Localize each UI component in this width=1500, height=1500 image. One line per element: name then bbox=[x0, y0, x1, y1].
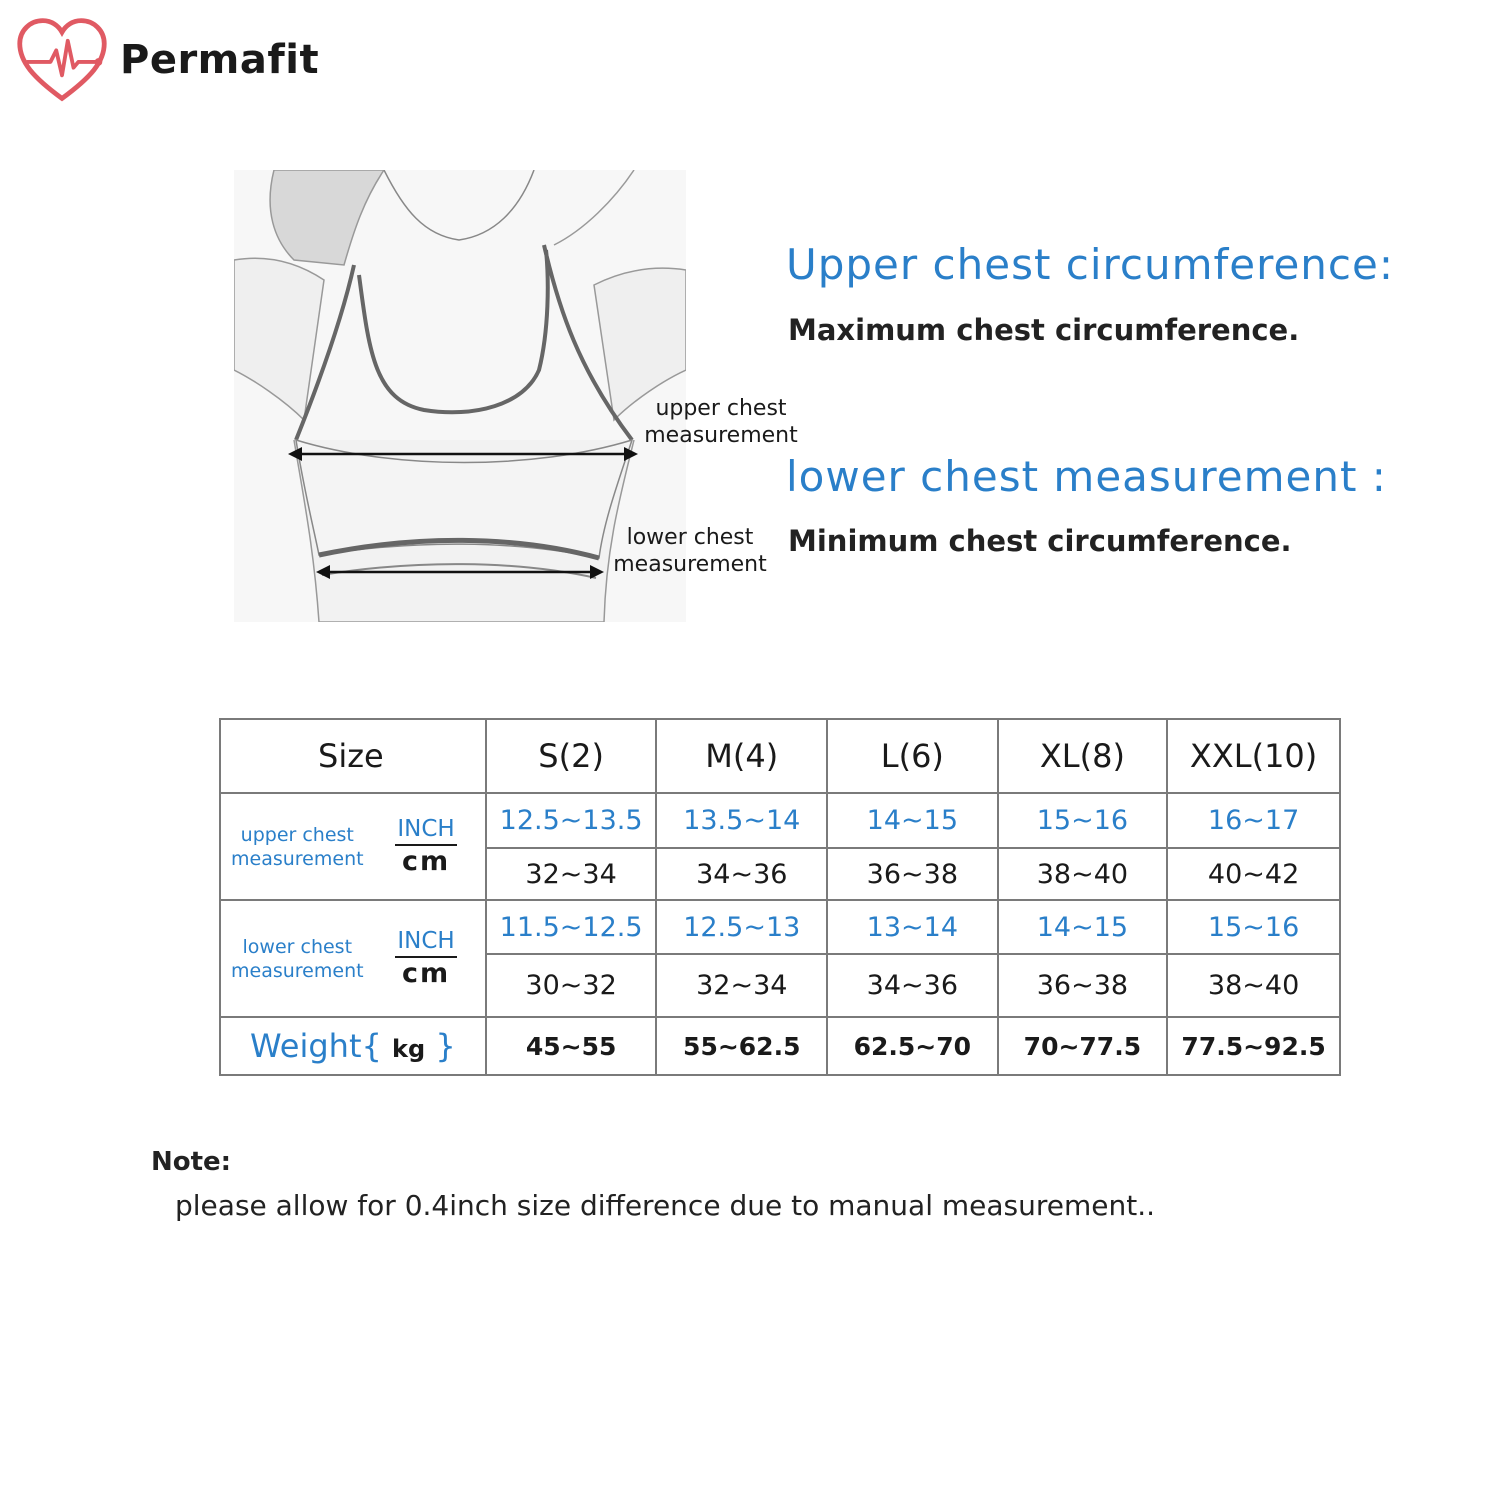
weight-label-close: } bbox=[435, 1027, 456, 1065]
lower-inch-cell: 11.5~12.5 bbox=[486, 900, 657, 954]
note-title: Note: bbox=[151, 1147, 232, 1177]
brand-logo bbox=[14, 12, 319, 108]
weight-cell: 55~62.5 bbox=[656, 1017, 827, 1075]
lower-chest-figure-label-text: lower chest measurement bbox=[613, 525, 767, 577]
weight-cell: 77.5~92.5 bbox=[1167, 1017, 1340, 1075]
upper-cm-cell: 36~38 bbox=[827, 848, 998, 900]
note-text: please allow for 0.4inch size difference due to manual measurement.. bbox=[175, 1189, 1156, 1222]
upper-cm-cell: 34~36 bbox=[656, 848, 827, 900]
unit-cm: cm bbox=[401, 958, 451, 989]
lower-chest-row-label bbox=[220, 900, 486, 1017]
upper-inch-cell: 16~17 bbox=[1167, 793, 1340, 848]
weight-cell: 45~55 bbox=[486, 1017, 657, 1075]
upper-chest-figure-label-text: upper chest measurement bbox=[644, 396, 798, 448]
size-xxl-header: XXL(10) bbox=[1167, 719, 1340, 793]
lower-inch-cell: 14~15 bbox=[998, 900, 1168, 954]
lower-inch-cell: 12.5~13 bbox=[656, 900, 827, 954]
upper-inch-cell: 12.5~13.5 bbox=[486, 793, 657, 848]
lower-cm-cell: 32~34 bbox=[656, 954, 827, 1017]
upper-cm-cell: 40~42 bbox=[1167, 848, 1340, 900]
lower-cm-cell: 36~38 bbox=[998, 954, 1168, 1017]
lower-cm-cell: 38~40 bbox=[1167, 954, 1340, 1017]
size-xl-header: XL(8) bbox=[998, 719, 1168, 793]
weight-cell: 62.5~70 bbox=[827, 1017, 998, 1075]
upper-cm-cell: 32~34 bbox=[486, 848, 657, 900]
weight-row-label bbox=[220, 1017, 486, 1075]
size-chart-table bbox=[219, 718, 1341, 1076]
size-m-header: M(4) bbox=[656, 719, 827, 793]
upper-inch-cell: 14~15 bbox=[827, 793, 998, 848]
unit-box bbox=[395, 816, 456, 877]
lower-cm-cell: 34~36 bbox=[827, 954, 998, 1017]
lower-cm-cell: 30~32 bbox=[486, 954, 657, 1017]
table-header-row bbox=[220, 719, 1340, 793]
unit-inch: INCH bbox=[395, 928, 456, 958]
lower-chest-title: lower chest measurement : bbox=[786, 452, 1387, 501]
upper-chest-figure-label bbox=[636, 395, 806, 449]
size-header-cell: Size bbox=[220, 719, 486, 793]
heart-pulse-icon bbox=[14, 12, 110, 108]
weight-unit: kg bbox=[392, 1035, 426, 1063]
lower-inch-cell: 15~16 bbox=[1167, 900, 1340, 954]
lower-chest-figure-label bbox=[604, 524, 776, 578]
upper-chest-row-label bbox=[220, 793, 486, 900]
table-row bbox=[220, 1017, 1340, 1075]
size-l-header: L(6) bbox=[827, 719, 998, 793]
lower-chest-description: Minimum chest circumference. bbox=[788, 524, 1292, 558]
weight-cell: 70~77.5 bbox=[998, 1017, 1168, 1075]
lower-inch-cell: 13~14 bbox=[827, 900, 998, 954]
unit-inch: INCH bbox=[395, 816, 456, 846]
upper-inch-cell: 13.5~14 bbox=[656, 793, 827, 848]
table-row bbox=[220, 793, 1340, 848]
unit-box bbox=[395, 928, 456, 989]
weight-label-text: Weight{ bbox=[250, 1027, 382, 1065]
upper-chest-row-name: upper chest measurement bbox=[231, 823, 364, 870]
table-row bbox=[220, 900, 1340, 954]
upper-chest-description: Maximum chest circumference. bbox=[788, 313, 1300, 347]
size-s-header: S(2) bbox=[486, 719, 657, 793]
upper-inch-cell: 15~16 bbox=[998, 793, 1168, 848]
brand-name: Permafit bbox=[120, 37, 320, 83]
upper-chest-title: Upper chest circumference: bbox=[786, 240, 1395, 289]
upper-cm-cell: 38~40 bbox=[998, 848, 1168, 900]
lower-chest-row-name: lower chest measurement bbox=[231, 935, 364, 982]
unit-cm: cm bbox=[401, 846, 451, 877]
